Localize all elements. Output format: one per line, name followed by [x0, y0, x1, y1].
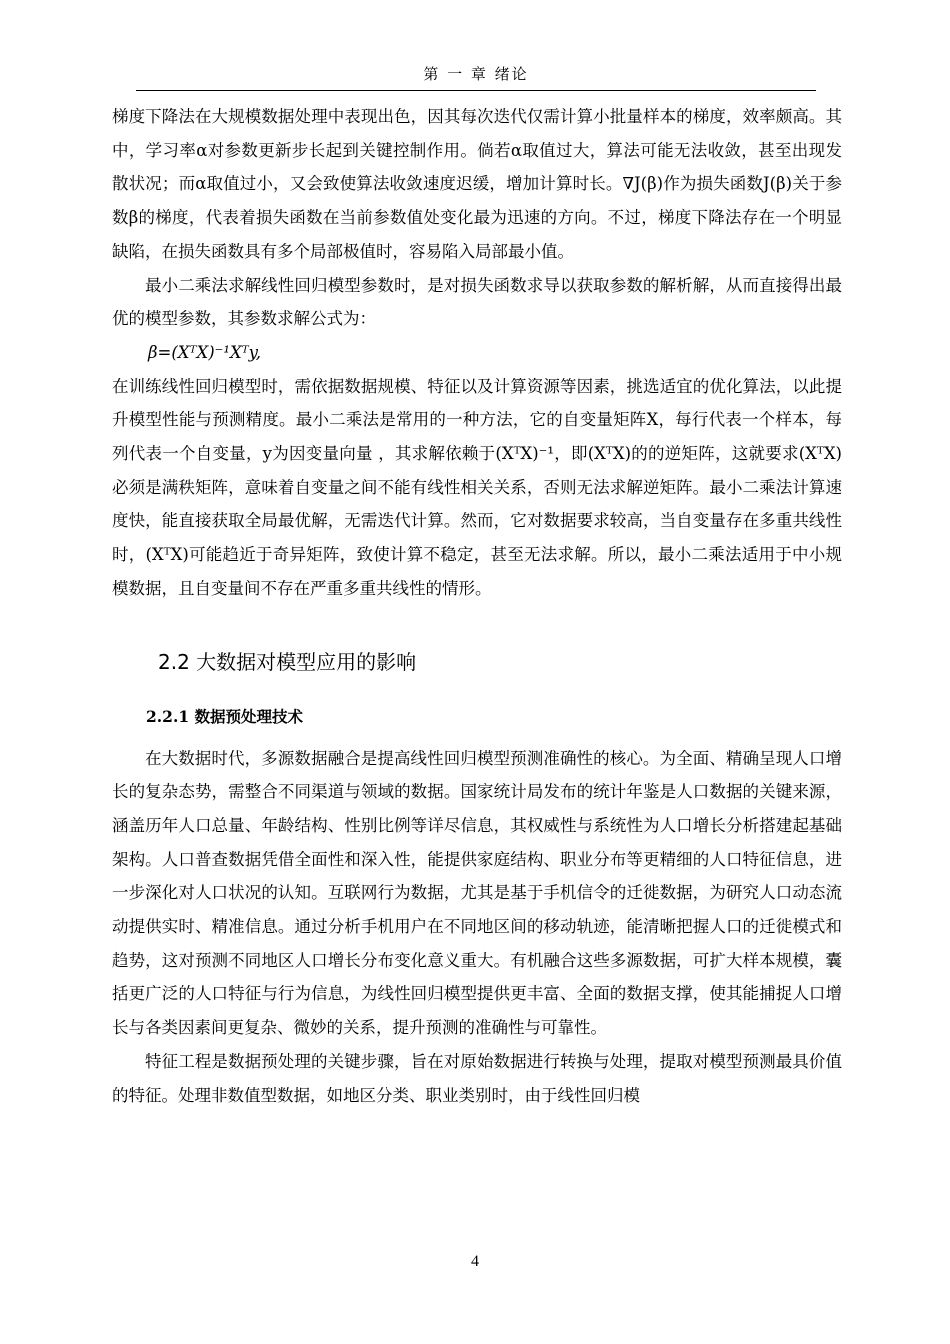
paragraph-multisource-data: 在大数据时代，多源数据融合是提高线性回归模型预测准确性的核心。为全面、精确呈现人口增长的复杂态势，需整合不同渠道与领域的数据。国家统计局发布的统计年鉴是人口数据的关键来源，涵盖历年人口总量、年龄结构、性别比例等详尽信息，其权威性与系统性为人口增长分析搭建起基础架构。人口普查数据凭借全面性和深入性，能提供家庭结构、职业分布等更精细的人口特征信息，进一步深化对人口状况的认知。互联网行为数据，尤其是基于手机信令的迁徙数据，为研究人口动态流动提供实时、精准信息。通过分析手机用户在不同地区间的移动轨迹，能清晰把握人口的迁徙模式和趋势，这对预测不同地区人口增长分布变化意义重大。有机融合这些多源数据，可扩大样本规模，囊括更广泛的人口特征与行为信息，为线性回归模型提供更丰富、全面的数据支撑，使其能捕捉人口增长与各类因素间更复杂、微妙的关系，提升预测的准确性与可靠性。 — [112, 748, 842, 1038]
paragraph-gradient-descent: 梯度下降法在大规模数据处理中表现出色，因其每次迭代仅需计算小批量样本的梯度，效率颇高。其中，学习率α对参数更新步长起到关键控制作用。倘若α取值过大，算法可能无法收敛，甚至出现发散状况；而α取值过小，又会致使算法收敛速度迟缓，增加计算时长。∇J(β)作为损失函数J(β)关于参数β的梯度，代表着损失函数在当前参数值处变化最为迅速的方向。不过，梯度下降法存在一个明显缺陷，在损失函数具有多个局部极值时，容易陷入局部最小值。 — [112, 107, 842, 261]
paragraph-least-squares-intro: 最小二乘法求解线性回归模型参数时，是对损失函数求导以获取参数的解析解，从而直接得出最优的模型参数，其参数求解公式为： — [112, 275, 842, 329]
subsection-heading: 2.2.1 数据预处理技术 — [146, 706, 304, 726]
header-rule — [136, 90, 816, 91]
paragraph-least-squares-detail: 在训练线性回归模型时，需依据数据规模、特征以及计算资源等因素，挑选适宜的优化算法，以此提升模型性能与预测精度。最小二乘法是常用的一种方法，它的自变量矩阵X，每行代表一个样本，每列代表一个自变量，y为因变量向量 ，其求解依赖于(XᵀX)⁻¹，即(XᵀX)的的逆矩阵，这就要求(XᵀX)必须是满秩矩阵，意味着自变量之间不能有线性相关关系，否则无法求解逆矩阵。最小二乘法计算速度快，能直接获取全局最优解，无需迭代计算。然而，它对数据要求较高，当自变量存在多重共线性时，(XᵀX)可能趋近于奇异矩阵，致使计算不稳定，甚至无法求解。所以，最小二乘法适用于中小规模数据，且自变量间不存在严重多重共线性的情形。 — [112, 376, 842, 598]
page-number: 4 — [471, 1253, 479, 1270]
equation-normal: β=(XᵀX)⁻¹Xᵀy, — [148, 342, 262, 362]
running-head: 第 一 章 绪论 — [423, 65, 529, 83]
page-body — [112, 100, 842, 1112]
section-heading: 2.2 大数据对模型应用的影响 — [158, 649, 417, 674]
paragraph-feature-engineering: 特征工程是数据预处理的关键步骤，旨在对原始数据进行转换与处理，提取对模型预测最具价值的特征。处理非数值型数据，如地区分类、职业类别时，由于线性回归模 — [112, 1051, 842, 1105]
